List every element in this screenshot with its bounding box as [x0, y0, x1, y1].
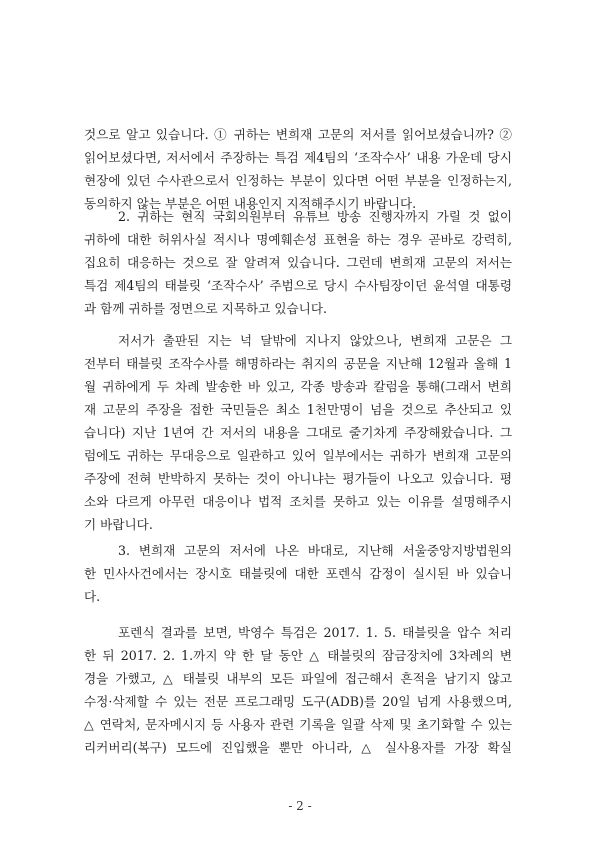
text-line: 주장에 전혀 반박하지 못하는 것이 아니냐는 평가들이 나오고 있습니다. 평	[84, 471, 512, 486]
text-line: 것으로 알고 있습니다. ① 귀하는 변희재 고문의 저서를 읽어보셨습니까? ②	[84, 127, 512, 142]
text-line: △ 연락처, 문자메시지 등 사용자 관련 기록을 일괄 삭제 및 초기화할 수 있는	[84, 717, 512, 732]
text-line: 경을 가했고, △ 태블릿 내부의 모든 파일에 접근해서 흔적을 남기지 않고	[84, 671, 512, 686]
text-line: 동의하지 않는 부분은 어떤 내용인지 지적해주시기 바랍니다.	[84, 196, 417, 211]
text-line: 한 민사사건에서는 장시호 태블릿에 대한 포렌식 감정이 실시된 바 있습니	[84, 566, 512, 581]
text-line: 소와 다르게 아무런 대응이나 법적 조치를 못하고 있는 이유를 설명해주시	[84, 494, 512, 509]
text-line: 리커버리(복구) 모드에 진입했을 뿐만 아니라, △ 실사용자를 가장 확실	[84, 740, 512, 755]
text-line: 읽어보셨다면, 저서에서 주장하는 특검 제4팀의 ‘조작수사’ 내용 가운데 당시	[84, 150, 512, 165]
text-line: 과 함께 귀하를 정면으로 지목하고 있습니다.	[84, 301, 327, 316]
text-line: 재 고문의 주장을 접한 국민들은 최소 1천만명이 넘을 것으로 추산되고 있	[84, 402, 512, 417]
text-line: 2. 귀하는 현직 국회의원부터 유튜브 방송 진행자까지 가릴 것 없이	[118, 209, 512, 224]
text-line: 월 귀하에게 두 차례 발송한 바 있고, 각종 방송과 칼럼을 통해(그래서 변희	[84, 379, 512, 394]
text-line: 특검 제4팀의 태블릿 ‘조작수사’ 주범으로 당시 수사팀장이던 윤석열 대통령	[84, 278, 512, 293]
text-line: 기 바랍니다.	[84, 517, 153, 532]
text-line: 집요히 대응하는 것으로 잘 알려져 있습니다. 그런데 변희재 고문의 저서는	[84, 255, 512, 270]
text-line: 저서가 출판된 지는 넉 달밖에 지나지 않았으나, 변희재 고문은 그	[118, 333, 512, 348]
text-line: 럼에도 귀하는 무대응으로 일관하고 있어 일부에서는 귀하가 변희재 고문의	[84, 448, 512, 463]
text-line: 3. 변희재 고문의 저서에 나온 바대로, 지난해 서울중앙지방법원의	[118, 543, 512, 558]
text-line: 포렌식 결과를 보면, 박영수 특검은 2017. 1. 5. 태블릿을 압수 처리	[118, 625, 512, 640]
text-line: 귀하에 대한 허위사실 적시나 명예훼손성 표현을 하는 경우 곧바로 강력히,	[84, 232, 512, 247]
text-line: 다.	[84, 589, 101, 604]
text-line: 전부터 태블릿 조작수사를 해명하라는 취지의 공문을 지난해 12월과 올해 1	[84, 356, 512, 371]
text-line: 현장에 있던 수사관으로서 인정하는 부분이 있다면 어떤 부분을 인정하는지,	[84, 173, 512, 188]
text-line: 수정·삭제할 수 있는 전문 프로그래밍 도구(ADB)를 20일 넘게 사용했으며,	[84, 694, 512, 709]
text-line: 습니다) 지난 1년여 간 저서의 내용을 그대로 줄기차게 주장해왔습니다. 그	[84, 425, 512, 440]
text-line: 한 뒤 2017. 2. 1.까지 약 한 달 동안 △ 태블릿의 잠금장치에 3차례의 변	[84, 648, 512, 663]
page-number: - 2 -	[288, 799, 312, 813]
